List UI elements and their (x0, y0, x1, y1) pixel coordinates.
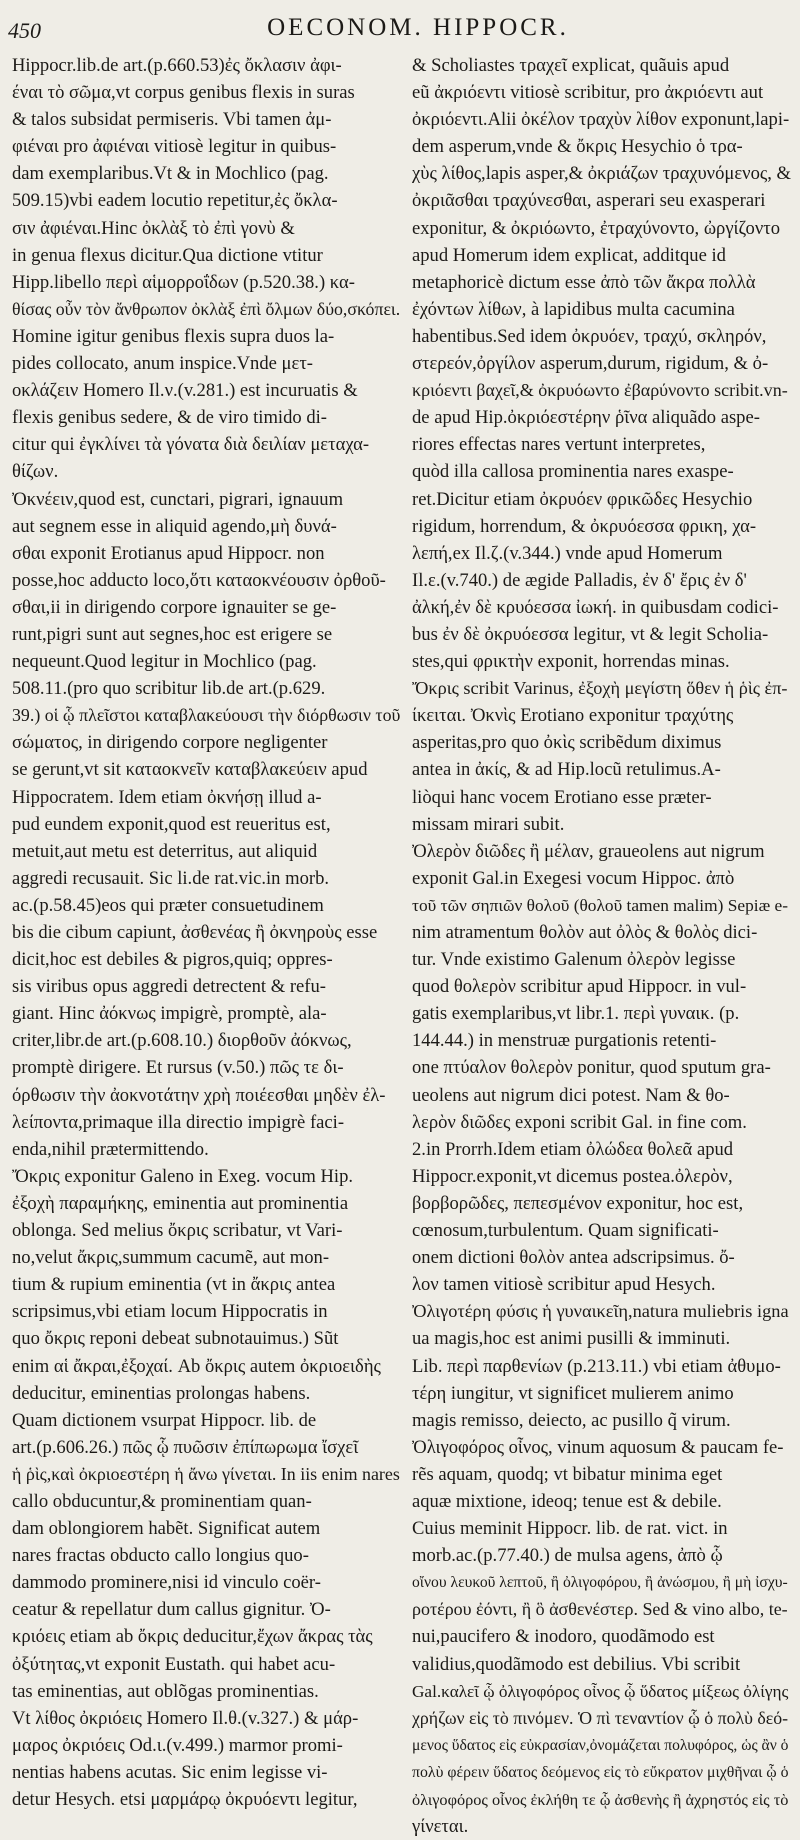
text-line: apud Homerum idem explicat, additque id (412, 244, 726, 266)
text-line: Il.ε.(v.740.) de ægide Palladis, ἐν δ' ἔρις ἐν δ' (412, 569, 747, 591)
text-line: nui,paucifero & inodoro, quodãmodo est (412, 1626, 715, 1648)
text-line: Ὀλιγοφόρος οἶνος, vinum aquosum & paucam fe- (412, 1436, 784, 1458)
text-line: πολὺ φέρειν ὕδατος δεόμενος εἰς τὸ εὔκρατον μιχθῆναι ᾧ ὁ (412, 1763, 789, 1781)
text-line: χρήζων εἰς τὸ πινόμεν. Ὁ πὶ τεναντίον ᾧ ὁ πολὺ δεό- (412, 1707, 789, 1728)
text-line: οἴνου λευκοῦ λεπτοῦ, ἢ ὀλιγοφόρου, ἢ ἀνώσμου, ἢ μὴ ἰσχυ- (412, 1574, 788, 1592)
text-line: art.(p.606.26.) πῶς ᾧ πυῶσιν ἐπίπωρωμα ἴσχεῖ (12, 1436, 359, 1458)
text-line: riores effectas nares vertunt interpretes, (412, 434, 706, 456)
text-line: asperitas,pro quo ὀκὶς scribẽdum diximus (412, 732, 722, 754)
text-line: 39.) οἱ ᾧ πλεῖστοι καταβλακεύουσι τὴν διόρθωσιν τοῦ (12, 705, 401, 726)
text-line: ἐχόντων λίθων, à lapidibus multa cacumina (412, 298, 735, 320)
text-line: ὀλιγοφόρος οἶνος ἐκλήθη τε ᾧ ἀσθενὴς ἢ ἀχρηστός εἰς τὸ (412, 1790, 789, 1809)
text-line: exponitur, & ὀκριόωντο, ἐτραχύνοντο, ὠργίζοντο (412, 217, 781, 239)
text-line: nentias habens acutas. Sic enim legisse vi- (12, 1761, 328, 1783)
text-line: detur Hesych. etsi μαρμάρῳ ὀκρυόεντι legitur, (12, 1789, 358, 1810)
text-line: Ὀκνέειν,quod est, cunctari, pigrari, ignauum (12, 488, 344, 510)
text-line: ueolens aut nigrum dici potest. Nam & θο- (412, 1084, 730, 1106)
text-line: λεπή,ex Il.ζ.(v.344.) vnde apud Homerum (412, 542, 723, 564)
text-line: pides collocato, anum inspice.Vnde μετ- (12, 353, 313, 375)
text-line: exponit Gal.in Exegesi vocum Hippoc. ἀπὸ (412, 867, 735, 889)
text-line: 144.44.) in menstruæ purgationis retenti- (412, 1030, 717, 1052)
text-line: metaphoricè dictum esse ἀπὸ τῶν ἄκρα πολλὰ (412, 271, 756, 293)
text-line: Homine igitur genibus flexis supra duos la- (12, 325, 335, 347)
text-line: sis viribus opus aggredi detrectent & refu- (12, 976, 326, 998)
text-line: Ὀλιγοτέρη φύσις ἡ γυναικεῖη,natura muliebris igna (412, 1301, 789, 1322)
text-line: ret.Dicitur etiam ὀκρυόεν φρικῶδες Hesychio (412, 488, 753, 510)
text-line: promptè dirigere. Et rursus (v.50.) πῶς τε δι- (12, 1057, 344, 1079)
text-line: gatis exemplaribus,vt libr.1. περὶ γυναικ. (p. (412, 1003, 740, 1025)
text-line: ac.(p.58.45)eos qui præter consuetudinem (12, 894, 324, 916)
text-line: rẽs aquam, quodq; vt bibatur minima eget (412, 1463, 723, 1485)
page-number: 450 (8, 18, 41, 43)
text-line: nequeunt.Quod legitur in Mochlico (pag. (12, 651, 317, 673)
text-line: Ὄκρις scribit Varinus, ἐξοχὴ μεγίστη ὅθεν ἡ ῥὶς ἐπ- (412, 678, 788, 699)
text-line: citur qui ἐγκλίνει τὰ γόνατα διὰ δειλίαν μεταχα- (12, 434, 370, 456)
text-line: θίσας οὖν τὸν ἄνθρωπον ὀκλὰξ ἐπὶ ὄλμων δύο,σκόπει. (12, 298, 401, 319)
text-line: κριόεντι βαχεῖ,& ὀκρυόωντο ἐβαρύνοντο scribit.vn- (412, 380, 788, 401)
text-line: habentibus.Sed idem ὀκρυόεν, τραχύ, σκληρόν, (412, 325, 767, 347)
text-line: posse,hoc adducto loco,ὅτι καταοκνέουσιν ὀρθοῦ- (12, 569, 386, 591)
text-line: dam exemplaribus.Vt & in Mochlico (pag. (12, 163, 329, 185)
text-line: & Scholiastes τραχεῖ explicat, quãuis apud (412, 55, 730, 76)
text-line: tas eminentias, aut oblõgas prominentias. (12, 1680, 319, 1702)
text-line: Ὀλερὸν διῶδες ἢ μέλαν, graueolens aut nigrum (412, 840, 765, 862)
left-column (12, 52, 404, 1813)
text-line: λον tamen vitiosè scribitur apud Hesych. (412, 1274, 716, 1296)
text-line: deducitur, eminentias prolongas habens. (12, 1382, 311, 1404)
text-line: ἡ ῥὶς,καὶ ὀκριοεστέρη ἡ ἄνω γίνεται. In iis enim nares (12, 1463, 400, 1484)
text-line: quo ὄκρις reponi debeat subnotauimus.) Sũt (12, 1328, 339, 1350)
text-line: ceatur & repellatur dum callus gignitur. Ὀ- (12, 1599, 331, 1621)
text-line: ua magis,hoc est animi pusilli & imminuti. (412, 1328, 731, 1350)
text-line: μενος ὕδατος εἰς εὐκρασίαν,ὀνομάζεται πολυφόρος, ὡς ἂν ὁ (412, 1736, 789, 1754)
text-line: antea in ἀκίς, & ad Hip.locũ retulimus.A- (412, 759, 721, 781)
text-line: τοῦ τῶν σηπιῶν θολοῦ (θολοῦ tamen malim) Sepiæ e- (412, 895, 788, 915)
running-title: OECONOM. HIPPOCR. (267, 14, 569, 41)
text-line: φιέναι pro ἀφιέναι vitiosè legitur in quibus- (12, 136, 337, 158)
text-line: metuit,aut metu est deterritus, aut aliquid (12, 840, 318, 862)
text-line: Gal.καλεῖ ᾧ ὀλιγοφόρος οἶνος ᾧ ὕδατος μίξεως ὀλίγης (412, 1681, 789, 1701)
text-line: σώματος, in dirigendo corpore negligenter (12, 732, 328, 754)
text-line: nim atramentum θολὸν aut ὀλὸς & θολὸς dici- (412, 922, 758, 943)
text-line: χὺς λίθος,lapis asper,& ὀκριάζων τραχυνόμενος, & (412, 163, 791, 185)
text-line: dam oblongiorem habẽt. Significat autem (12, 1518, 321, 1540)
text-line: ὀξύτητας,vt exponit Eustath. qui habet acu- (12, 1653, 336, 1675)
text-line: liòqui hanc vocem Erotiano esse præter- (412, 786, 712, 808)
text-line: σιν ἀφιέναι.Hinc ὀκλὰξ τὸ ἐπὶ γονὺ & (12, 217, 295, 239)
text-line: ροτέρου ἐόντι, ἢ ὃ ἀσθενέστερ. Sed & vino albo, te- (412, 1599, 788, 1620)
text-line: μαρος ὀκριόεις Od.ι.(v.499.) marmor promi- (12, 1734, 343, 1756)
text-line: bis die cibum capiunt, ἀσθενέας ἢ ὀκνηροὺς esse (12, 922, 378, 943)
text-line: morb.ac.(p.77.40.) de mulsa agens, ἀπὸ ᾧ (412, 1545, 723, 1567)
text-line: no,velut ἄκρις,summum cacumẽ, aut mon- (12, 1247, 330, 1269)
text-line: aggredi recusauit. Sic li.de rat.vic.in morb. (12, 867, 330, 889)
text-line: & talos subsidat permiseris. Vbi tamen ἀμ- (12, 109, 332, 131)
text-line: quòd illa callosa prominentia nares exaspe- (412, 461, 734, 483)
text-line: θίζων. (12, 461, 59, 483)
text-line: bus ἐν δὲ ὀκρυόεσσα legitur, vt & legit Scholia- (412, 623, 769, 645)
text-line: σθαι,ii in dirigendo corpore ignauiter se ge- (12, 596, 337, 618)
text-line: quod θολερὸν scribitur apud Hippocr. in vul- (412, 976, 747, 998)
text-line: σθαι exponit Erotianus apud Hippocr. non (12, 542, 325, 564)
text-line: dem asperum,vnde & ὄκρις Hesychio ὁ τρα- (412, 136, 743, 158)
text-line: one πτύαλον θολερὸν ponitur, quod sputum gra- (412, 1057, 771, 1079)
text-line: callo obducuntur,& prominentiam quan- (12, 1490, 312, 1512)
text-line: στερεόν,ὀργίλον asperum,durum, rigidum, & ὀ- (412, 353, 769, 375)
text-line: criter,libr.de art.(p.608.10.) διορθοῦν ἀόκνως, (12, 1030, 352, 1052)
text-line: Vt λίθος ὀκριόεις Homero Il.θ.(v.327.) & μάρ- (12, 1707, 359, 1729)
text-line: βορβορῶδες, πεπεσμένον exponitur, hoc est, (412, 1192, 744, 1214)
text-line: missam mirari subit. (412, 813, 565, 835)
text-line: κριόεις etiam ab ὄκρις deducitur,ἔχων ἄκρας τὰς (12, 1626, 373, 1648)
text-line: eũ ἀκριόεντι vitiosè scribitur, pro ἀκριόεντι aut (412, 82, 764, 104)
text-line: 2.in Prorrh.Idem etiam ὀλώδεα θολεᾶ apud (412, 1138, 734, 1160)
text-line: enim αἱ ἄκραι,ἐξοχαί. Ab ὄκρις autem ὀκριοειδὴς (12, 1355, 381, 1377)
text-line: aquæ mixtione, ideoq; tenue est & debile. (412, 1490, 722, 1512)
text-line: oblonga. Sed melius ὄκρις scribatur, vt Vari- (12, 1220, 343, 1242)
text-line: ἀλκή,ἐν δὲ κρυόεσσα ἰωκή. in quibusdam codici- (412, 596, 779, 618)
text-line: cœnosum,turbulentum. Quam significati- (412, 1220, 719, 1242)
text-line: se gerunt,vt sit καταοκνεῖν καταβλακεύειν apud (12, 759, 368, 781)
text-line: runt,pigri sunt aut segnes,hoc est erigere se (12, 623, 333, 645)
text-line: flexis genibus sedere, & de viro timido di- (12, 407, 327, 429)
text-line: de apud Hip.ὀκριόεστέρην ῥῖνα aliquãdo aspe- (412, 407, 760, 429)
text-line: stes,qui φρικτὴν exponit, horrendas minas. (412, 651, 730, 673)
text-line: magis remisso, deiecto, ac pusillo q̃ virum. (412, 1409, 731, 1431)
text-line: τέρη iungitur, vt significet mulierem animo (412, 1382, 734, 1404)
text-line: Quam dictionem vsurpat Hippocr. lib. de (12, 1409, 317, 1431)
text-line: validius,quodãmodo est debilius. Vbi scribit (412, 1653, 741, 1675)
text-line: Hippocratem. Idem etiam ὀκνήσῃ illud a- (12, 786, 322, 808)
text-line: aut segnem esse in aliquid agendo,μὴ δυνά- (12, 515, 337, 537)
text-line: scripsimus,vbi etiam locum Hippocratis in (12, 1301, 328, 1323)
text-line: λερὸν διῶδες exponi scribit Gal. in fine com. (412, 1111, 747, 1133)
text-line: tur. Vnde existimo Galenum ὀλερὸν legisse (412, 949, 736, 971)
text-line: έναι τὸ σῶμα,vt corpus genibus flexis in suras (12, 82, 355, 104)
text-line: Hipp.libello περὶ αἱμορροΐδων (p.520.38.) κα- (12, 271, 355, 293)
text-line: tium & rupium eminentia (vt in ἄκρις antea (12, 1274, 336, 1296)
text-line: giant. Hinc ἀόκνως impigrè, promptè, ala- (12, 1003, 327, 1025)
text-line: dicit,hoc est debiles & pigros,quiq; oppres- (12, 949, 333, 971)
text-line: onem dictioni θολὸν antea adscripsimus. ὄ- (412, 1247, 735, 1269)
text-line: enda,nihil prætermittendo. (12, 1138, 209, 1160)
text-line: dammodo prominere,nisi id vinculo coër- (12, 1572, 321, 1594)
text-line: rigidum, horrendum, & ὀκρυόεσσα φρικη, χα- (412, 515, 757, 537)
text-line: Lib. περὶ παρθενίων (p.213.11.) vbi etiam ἀθυμο- (412, 1355, 781, 1377)
text-line: ἐξοχὴ παραμήκης, eminentia aut prominentia (12, 1192, 349, 1214)
text-line: Ὄκρις exponitur Galeno in Exeg. vocum Hip. (12, 1165, 354, 1187)
text-line: ὀκριόεντι.Alii ὀκέλον τραχὺν λίθον exponunt,lapi- (412, 109, 790, 131)
text-line: γίνεται. (412, 1816, 469, 1838)
text-line: nares fractas obducto callo longius quo- (12, 1545, 309, 1567)
text-line: ίκειται. Ὀκνὶς Erotiano exponitur τραχύτης (412, 705, 734, 727)
text-line: pud eundem exponit,quod est reueritus est, (12, 813, 331, 835)
right-column (412, 52, 792, 1840)
text-line: 508.11.(pro quo scribitur lib.de art.(p.629. (12, 678, 326, 700)
text-line: λείποντα,primaque illa directio impigrè faci- (12, 1111, 345, 1133)
text-line: 509.15)vbi eadem locutio repetitur,ἐς ὄκλα- (12, 190, 338, 212)
text-line: όρθωσιν τὴν ἀοκνοτάτην χρὴ ποιέεσθαι μηδὲν ἐλ- (12, 1084, 386, 1106)
text-line: in genua flexus dicitur.Qua dictione vtitur (12, 244, 323, 266)
text-line: Hippocr.lib.de art.(p.660.53)ἐς ὄκλασιν ἀφι- (12, 55, 342, 76)
text-line: Hippocr.exponit,vt dicemus postea.ὀλερὸν, (412, 1165, 733, 1187)
page-header (8, 8, 788, 48)
text-line: ὀκριᾶσθαι τραχύνεσθαι, asperari seu exasperari (412, 190, 766, 212)
text-line: οκλάζειν Homero Il.ν.(v.281.) est incuruatis & (12, 380, 358, 402)
text-line: Cuius meminit Hippocr. lib. de rat. vict. in (412, 1518, 728, 1540)
